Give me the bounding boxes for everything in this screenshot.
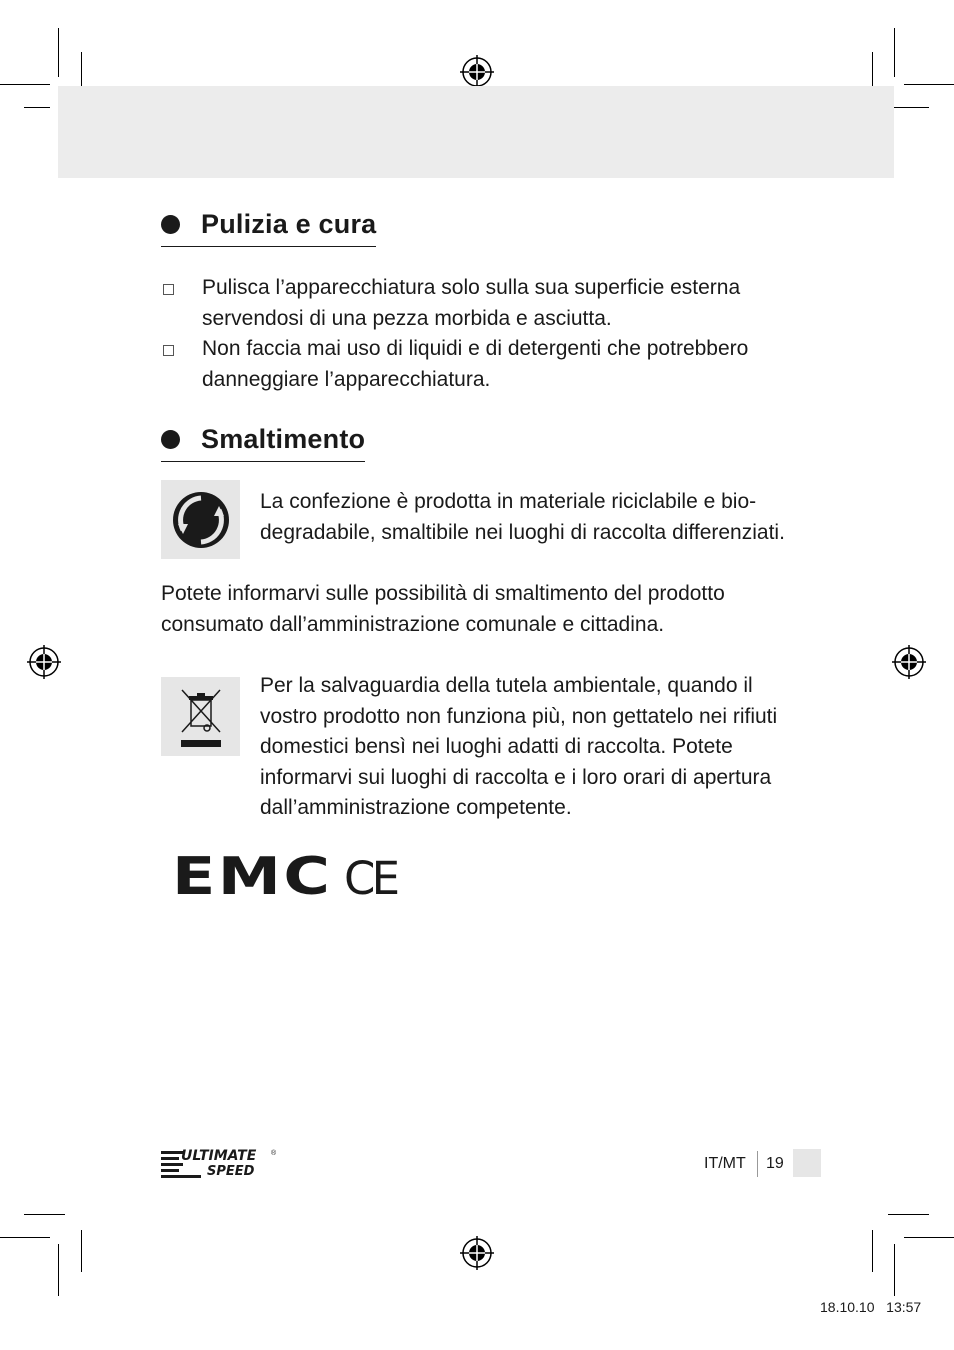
- checkbox-bullet-icon: [163, 284, 174, 295]
- crop-mark: [888, 1214, 929, 1215]
- crosshair-registration-icon: [27, 645, 61, 679]
- page-tab-marker: [793, 1149, 821, 1177]
- checkbox-bullet-icon: [163, 345, 174, 356]
- crosshair-registration-icon: [460, 55, 494, 89]
- crop-mark: [0, 84, 50, 85]
- recycling-icon-box: [161, 480, 240, 559]
- crop-mark: [58, 1244, 59, 1296]
- logo-stripe: [161, 1175, 201, 1178]
- logo-stripe: [161, 1169, 179, 1172]
- section-heading-pulizia: [161, 207, 376, 241]
- page-number: 19: [766, 1155, 784, 1172]
- green-dot-recycling-icon: [171, 490, 231, 550]
- crop-mark: [894, 28, 895, 77]
- crosshair-registration-icon: [892, 645, 926, 679]
- section-title: Pulizia e cura: [201, 209, 377, 239]
- list-item: [161, 273, 801, 334]
- logo-stripe: [161, 1157, 179, 1160]
- list-item-text: Pulisca l’apparecchiatura solo sulla sua superficie esterna servendosi di una pezza morbida e asciutta.: [202, 276, 741, 330]
- list-item: [161, 334, 801, 395]
- heading-underline: [161, 246, 376, 248]
- brand-line1: ULTIMATE: [181, 1148, 257, 1164]
- brand-line2: SPEED: [207, 1164, 255, 1179]
- print-timestamp: 18.10.10 13:57: [820, 1299, 922, 1315]
- logo-stripe: [161, 1163, 183, 1166]
- language-code: IT/MT: [704, 1155, 746, 1172]
- disposal-info-text: Potete informarvi sulle possibilità di smaltimento del prodotto consumato dall’amministrazione comunale e cittadina.: [161, 582, 725, 636]
- emc-mark: EMC: [172, 847, 333, 907]
- brand-logo: [161, 1147, 279, 1187]
- crop-mark: [872, 1230, 873, 1272]
- crop-mark: [904, 84, 954, 85]
- crop-mark: [24, 107, 50, 108]
- heading-bullet-icon: [161, 215, 180, 234]
- heading-bullet-icon: [161, 430, 180, 449]
- section-heading-smaltimento: [161, 422, 365, 456]
- crop-mark: [81, 1230, 82, 1272]
- heading-underline: [161, 461, 365, 463]
- logo-stripe: [161, 1151, 183, 1154]
- crop-mark: [58, 28, 59, 77]
- crossed-out-wheelie-bin-icon: [176, 684, 226, 750]
- list-item-text: Non faccia mai uso di liquidi e di detergenti che potrebbero danneggiare l’apparecchiatura.: [202, 337, 749, 391]
- ce-mark-text: CE: [344, 856, 400, 898]
- ce-mark-icon: [343, 856, 401, 898]
- header-band: [58, 86, 894, 178]
- crop-mark: [24, 1214, 65, 1215]
- crop-mark: [0, 1237, 50, 1238]
- recycling-text: La confezione è prodotta in materiale riciclabile e bio-degradabile, smaltibile nei luoghi di raccolta differenziati.: [260, 490, 785, 544]
- footer-separator: [757, 1151, 758, 1177]
- crop-mark: [904, 1237, 954, 1238]
- registered-icon: ®: [271, 1150, 277, 1157]
- weee-icon-box: [161, 677, 240, 756]
- crop-mark: [888, 107, 929, 108]
- crosshair-registration-icon: [460, 1236, 494, 1270]
- weee-text: Per la salvaguardia della tutela ambientale, quando il vostro prodotto non funziona più, non gettatelo nei rifiuti domestici bensì nei luoghi adatti di raccolta. Potete informarvi sui luoghi di raccolta e i loro orari di apertura dall’amministrazione competente.: [260, 674, 778, 819]
- crop-mark: [894, 1244, 895, 1296]
- section-title: Smaltimento: [201, 424, 366, 454]
